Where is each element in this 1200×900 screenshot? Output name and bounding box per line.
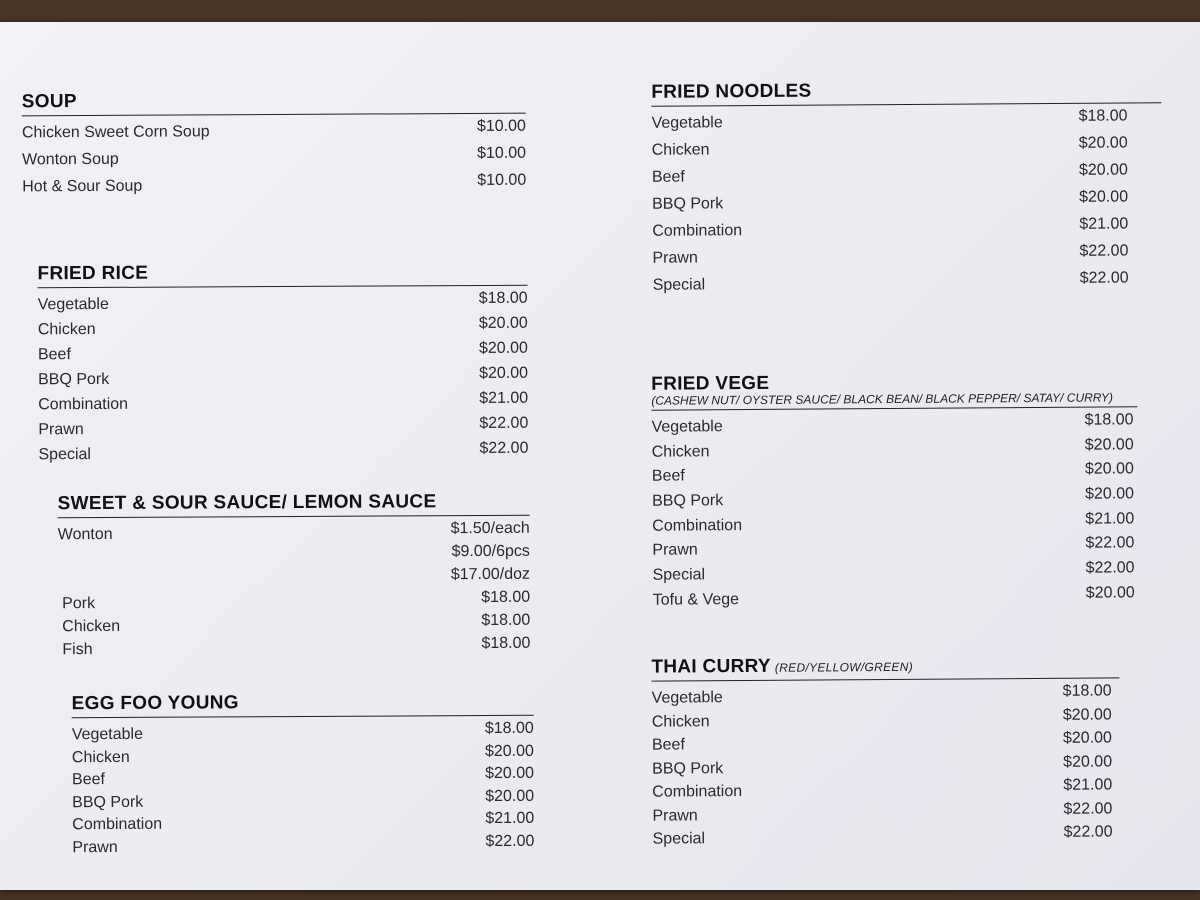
menu-item	[653, 823, 1113, 850]
menu-item	[38, 290, 528, 318]
item-name: Chicken	[37, 320, 96, 339]
item-name: Beef	[37, 346, 71, 364]
section-title-text: THAI CURRY	[651, 655, 771, 678]
item-name: BBQ Pork	[652, 759, 724, 778]
item-name: Beef	[651, 736, 685, 754]
item-name: Wonton	[57, 525, 113, 544]
menu-item	[38, 390, 528, 418]
item-name: Beef	[651, 467, 685, 486]
item-name: Fish	[62, 641, 93, 659]
item-name: Vegetable	[37, 295, 109, 314]
item-price: $20.00	[1084, 460, 1134, 479]
section-divider	[72, 715, 534, 718]
item-name: Wonton Soup	[22, 150, 119, 169]
item-price: $20.00	[485, 764, 535, 783]
menu-item	[652, 242, 1128, 272]
item-name: Chicken	[651, 442, 710, 461]
section-title: EGG FOO YOUNG	[71, 692, 239, 715]
section-note: (RED/YELLOW/GREEN)	[774, 659, 914, 675]
menu-item	[652, 161, 1128, 191]
item-price: $22.00	[1085, 534, 1135, 553]
menu-item	[22, 172, 526, 202]
item-name: Chicken	[651, 141, 710, 159]
menu-item	[652, 729, 1112, 756]
item-price: $20.00	[478, 314, 528, 332]
item-name: Beef	[651, 168, 685, 186]
menu-item	[653, 584, 1135, 612]
section-fried-vege	[651, 370, 1139, 612]
menu-item	[652, 753, 1112, 780]
menu-item	[652, 706, 1112, 733]
menu-item	[62, 612, 530, 637]
section-divider	[58, 515, 530, 518]
item-name: Vegetable	[651, 418, 723, 436]
item-price: $20.00	[484, 742, 534, 760]
section-sweet-sour	[58, 491, 531, 660]
section-title: SWEET & SOUR SAUCE/ LEMON SAUCE	[57, 491, 437, 515]
item-name: Chicken Sweet Corn Soup	[21, 123, 210, 142]
item-name: Combination	[652, 222, 743, 240]
menu-item	[22, 145, 526, 175]
item-price: $22.00	[479, 439, 529, 457]
menu-item	[653, 269, 1129, 299]
item-name: Tofu & Vege	[652, 590, 740, 609]
item-price: $22.00	[479, 414, 529, 432]
menu-item	[72, 787, 534, 812]
item-price: $1.50/each	[450, 519, 530, 538]
menu-item	[651, 107, 1127, 137]
section-title: FRIED NOODLES	[651, 80, 812, 103]
item-price: $20.00	[1078, 161, 1128, 179]
item-name: BBQ Pork	[652, 195, 724, 213]
menu-item-price-line	[58, 566, 530, 591]
menu-item	[652, 559, 1134, 587]
item-price: $22.00	[1063, 823, 1113, 841]
menu-item	[652, 215, 1128, 245]
item-price: $22.00	[485, 832, 535, 850]
item-price: $21.00	[1079, 215, 1129, 233]
item-price: $20.00	[1078, 134, 1128, 152]
section-title: FRIED VEGE	[651, 372, 770, 395]
section-thai-curry	[651, 653, 1120, 850]
menu-item	[652, 436, 1134, 464]
item-price: $20.00	[1062, 705, 1112, 724]
menu-item	[652, 682, 1112, 709]
item-price: $10.00	[477, 171, 527, 189]
item-name: Prawn	[38, 421, 84, 439]
menu-item	[652, 535, 1134, 563]
item-price: $20.00	[1079, 188, 1129, 206]
item-price: $18.00	[481, 634, 531, 653]
item-name: Prawn	[652, 806, 698, 825]
item-name: Prawn	[652, 249, 698, 267]
item-price: $9.00/6pcs	[451, 542, 530, 561]
menu-item	[651, 411, 1133, 439]
menu-item	[72, 720, 534, 745]
menu-item	[22, 118, 526, 148]
item-name: Pork	[62, 595, 96, 613]
section-fried-rice	[37, 261, 528, 468]
item-price: $20.00	[479, 364, 529, 382]
section-title	[651, 653, 1119, 678]
item-price: $18.00	[481, 611, 531, 630]
item-name: Chicken	[651, 712, 710, 731]
item-name: Special	[652, 830, 706, 848]
item-name: Special	[652, 566, 706, 584]
item-name: Vegetable	[651, 114, 723, 132]
item-name: Special	[652, 276, 706, 294]
menu-item	[38, 340, 528, 368]
item-price: $20.00	[485, 787, 535, 805]
item-price: $22.00	[1085, 559, 1135, 577]
item-price: $20.00	[478, 339, 528, 357]
item-name: Special	[38, 446, 92, 464]
item-name: Beef	[71, 771, 105, 789]
item-name: BBQ Pork	[38, 370, 110, 389]
item-price: $18.00	[1084, 411, 1134, 429]
item-price: $20.00	[1085, 584, 1135, 602]
menu-item	[38, 440, 528, 468]
item-price: $18.00	[481, 588, 531, 607]
menu-item	[72, 810, 534, 835]
item-price: $22.00	[1063, 799, 1113, 818]
menu-item	[652, 485, 1134, 513]
item-name: Chicken	[71, 748, 130, 766]
item-price: $21.00	[1063, 776, 1113, 794]
menu-item	[652, 188, 1128, 218]
item-name: BBQ Pork	[72, 793, 144, 811]
item-price: $22.00	[1079, 269, 1129, 287]
menu-item	[652, 776, 1112, 803]
section-egg-foo-young	[72, 691, 535, 857]
item-price: $22.00	[1079, 242, 1129, 260]
menu-item	[38, 315, 528, 343]
item-name: Combination	[38, 395, 129, 414]
item-name: Combination	[652, 783, 743, 801]
item-price: $10.00	[477, 144, 527, 162]
item-price: $20.00	[1063, 752, 1113, 771]
section-fried-noodles	[651, 78, 1163, 300]
item-price: $21.00	[1085, 510, 1135, 528]
item-name: Combination	[652, 516, 743, 535]
item-name: Vegetable	[71, 725, 144, 744]
menu-item	[62, 635, 530, 660]
menu-item	[652, 800, 1112, 827]
menu-item-price-line	[58, 543, 530, 568]
item-price: $21.00	[479, 389, 529, 407]
section-title: SOUP	[21, 91, 77, 113]
item-price: $17.00/doz	[450, 565, 531, 584]
item-price: $20.00	[1085, 485, 1135, 503]
menu-item	[38, 365, 528, 393]
section-note: (CASHEW NUT/ OYSTER SAUCE/ BLACK BEAN/ BLACK PEPPER/ SATAY/ CURRY)	[651, 390, 1114, 408]
item-price: $18.00	[1062, 682, 1112, 700]
menu-item	[652, 510, 1134, 538]
menu-item	[72, 742, 534, 767]
item-price: $18.00	[484, 719, 534, 738]
section-soup	[22, 89, 527, 202]
item-name: Vegetable	[651, 689, 723, 707]
item-name: Hot & Sour Soup	[22, 177, 143, 196]
menu-item	[72, 765, 534, 790]
menu-item	[652, 461, 1134, 489]
item-name: Chicken	[62, 617, 121, 636]
section-divider	[38, 285, 528, 289]
item-price: $20.00	[1084, 436, 1134, 454]
menu-item	[38, 415, 528, 443]
menu-item	[58, 520, 530, 545]
menu-item	[62, 589, 530, 614]
item-name: Prawn	[652, 541, 698, 560]
item-price: $20.00	[1062, 729, 1112, 747]
item-name: BBQ Pork	[652, 492, 724, 510]
item-price: $21.00	[485, 809, 535, 828]
menu-item	[652, 134, 1128, 164]
item-price: $18.00	[1078, 107, 1128, 125]
item-name: Combination	[72, 815, 163, 834]
menu-page	[0, 22, 1200, 890]
section-divider	[22, 113, 526, 117]
item-price: $18.00	[478, 289, 528, 307]
item-name: Prawn	[72, 838, 118, 856]
menu-item	[72, 832, 534, 857]
section-title: FRIED RICE	[37, 262, 149, 285]
item-price: $10.00	[476, 117, 526, 135]
